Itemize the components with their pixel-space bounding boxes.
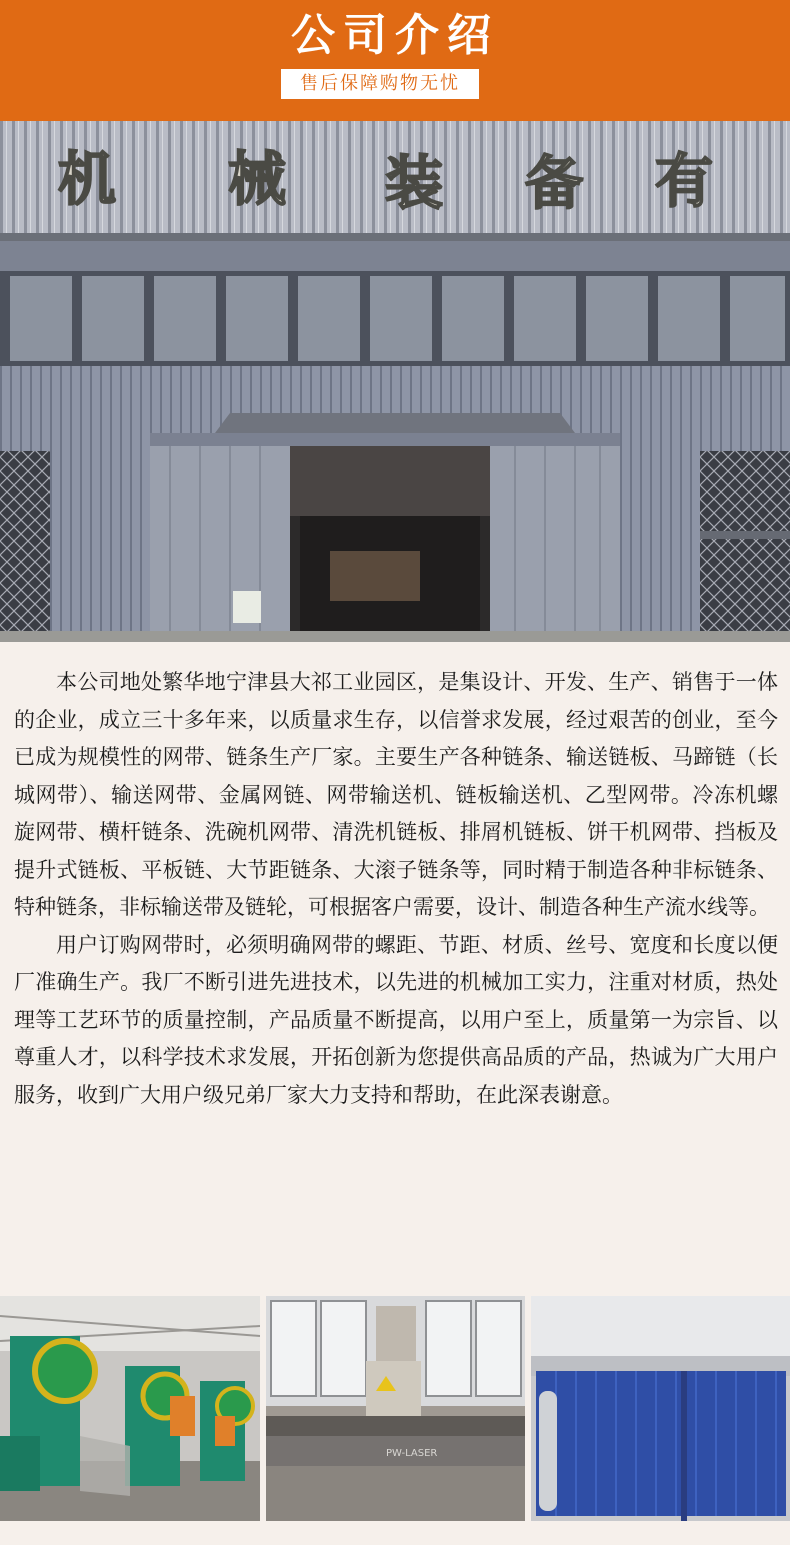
punch-press-workshop-photo bbox=[0, 1296, 260, 1521]
laser-cutter-workshop-photo bbox=[266, 1296, 525, 1521]
blue-enclosure-workshop-photo bbox=[531, 1296, 790, 1521]
factory-building-photo bbox=[0, 121, 790, 642]
company-intro-text bbox=[14, 664, 778, 1114]
section-header bbox=[0, 0, 790, 121]
intro-paragraph: 本公司地处繁华地宁津县大祁工业园区，是集设计、开发、生产、销售于一体的企业，成立三十多年来，以质量求生存，以信誉求发展，经过艰苦的创业，至今已成为规模性的网带、链条生产厂家。主要生产各种链条、输送链板、马蹄链（长城网带）、输送网带、金属网链、网带输送机、链板输送机、乙型网带。冷冻机螺旋网带、横杆链条、洗碗机网带、清洗机链板、排屑机链板、饼干机网带、挡板及提升式链板、平板链、大节距链条、大滚子链条等，同时精于制造各种非标链条、特种链条，非标输送带及链轮，可根据客户需要，设计、制造各种生产流水线等。 bbox=[14, 670, 778, 919]
section-subtitle-badge: 售后保障购物无忧 bbox=[281, 69, 479, 99]
section-title: 公司介绍 bbox=[291, 10, 499, 61]
svg-text:械: 械 bbox=[228, 145, 287, 213]
svg-text:备: 备 bbox=[525, 149, 584, 217]
svg-text:有: 有 bbox=[655, 147, 714, 215]
svg-text:机: 机 bbox=[58, 145, 117, 213]
intro-paragraph: 用户订购网带时，必须明确网带的螺距、节距、材质、丝号、宽度和长度以便厂准确生产。我厂不断引进先进技术，以先进的机械加工实力，注重对材质，热处理等工艺环节的质量控制，产品质量不断提高，以用户至上，质量第一为宗旨、以尊重人才，以科学技术求发展，开拓创新为您提供高品质的产品，热诚为广大用户服务，收到广大用户级兄弟厂家大力支持和帮助，在此深表谢意。 bbox=[14, 932, 778, 1107]
svg-text:装: 装 bbox=[385, 149, 444, 217]
laser-machine-label: PW-LASER bbox=[386, 1448, 438, 1459]
